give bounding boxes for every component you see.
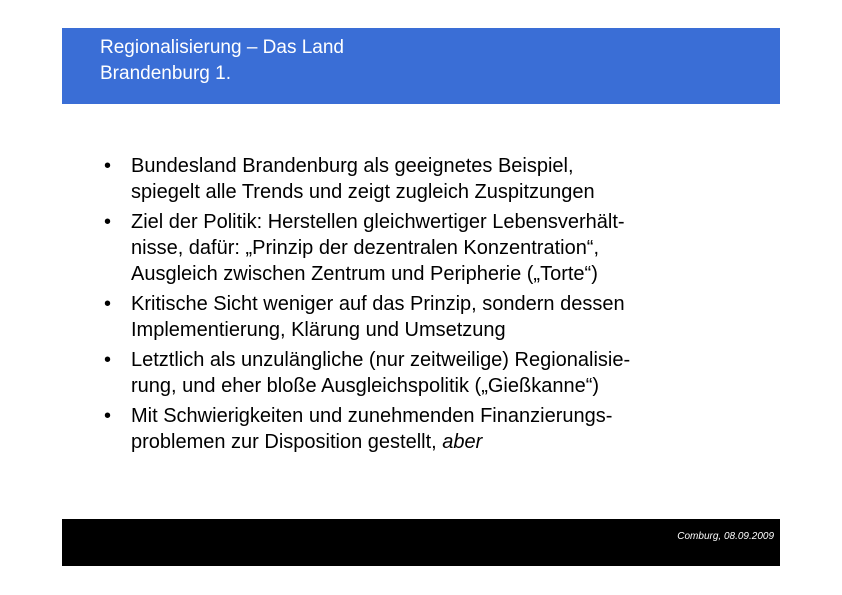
slide-title-line-1: Regionalisierung – Das Land [100, 37, 344, 58]
bullet-list [104, 153, 744, 459]
emphasis-text: aber [442, 431, 483, 453]
bullet-marker: • [104, 293, 112, 315]
bullet-marker: • [104, 155, 112, 177]
bullet-text-line: Letztlich als unzulängliche (nur zeitweilige) Regionalisie- [131, 349, 631, 371]
bullet-item-2 [104, 209, 744, 287]
bullet-text-line: Implementierung, Klärung und Umsetzung [131, 319, 506, 341]
slide-title-line-2: Brandenburg 1. [100, 63, 231, 84]
footer-location-date: Comburg, 08.09.2009 [677, 531, 774, 542]
bullet-marker: • [104, 349, 112, 371]
bullet-text-fragment: problemen zur Disposition gestellt, [131, 431, 443, 453]
bullet-item-4 [104, 347, 744, 399]
bullet-text-line-with-emphasis [131, 429, 744, 455]
bullet-text-line: Mit Schwierigkeiten und zunehmenden Finanzierungs- [131, 405, 613, 427]
bullet-item-1 [104, 153, 744, 205]
bullet-text-line: Bundesland Brandenburg als geeignetes Beispiel, [131, 155, 574, 177]
footer-bar [62, 519, 780, 566]
bullet-text-line: nisse, dafür: „Prinzip der dezentralen Konzentration“, [131, 237, 600, 259]
bullet-marker: • [104, 405, 112, 427]
bullet-text-line: Ausgleich zwischen Zentrum und Peripherie („Torte“) [131, 263, 598, 285]
bullet-marker: • [104, 211, 112, 233]
bullet-text-line: spiegelt alle Trends und zeigt zugleich Zuspitzungen [131, 181, 595, 203]
bullet-item-3 [104, 291, 744, 343]
bullet-item-5 [104, 403, 744, 455]
bullet-text-line: rung, und eher bloße Ausgleichspolitik („Gießkanne“) [131, 375, 600, 397]
bullet-text-line: Ziel der Politik: Herstellen gleichwertiger Lebensverhält- [131, 211, 625, 233]
title-bar [62, 28, 780, 104]
bullet-text-line: Kritische Sicht weniger auf das Prinzip, sondern dessen [131, 293, 625, 315]
